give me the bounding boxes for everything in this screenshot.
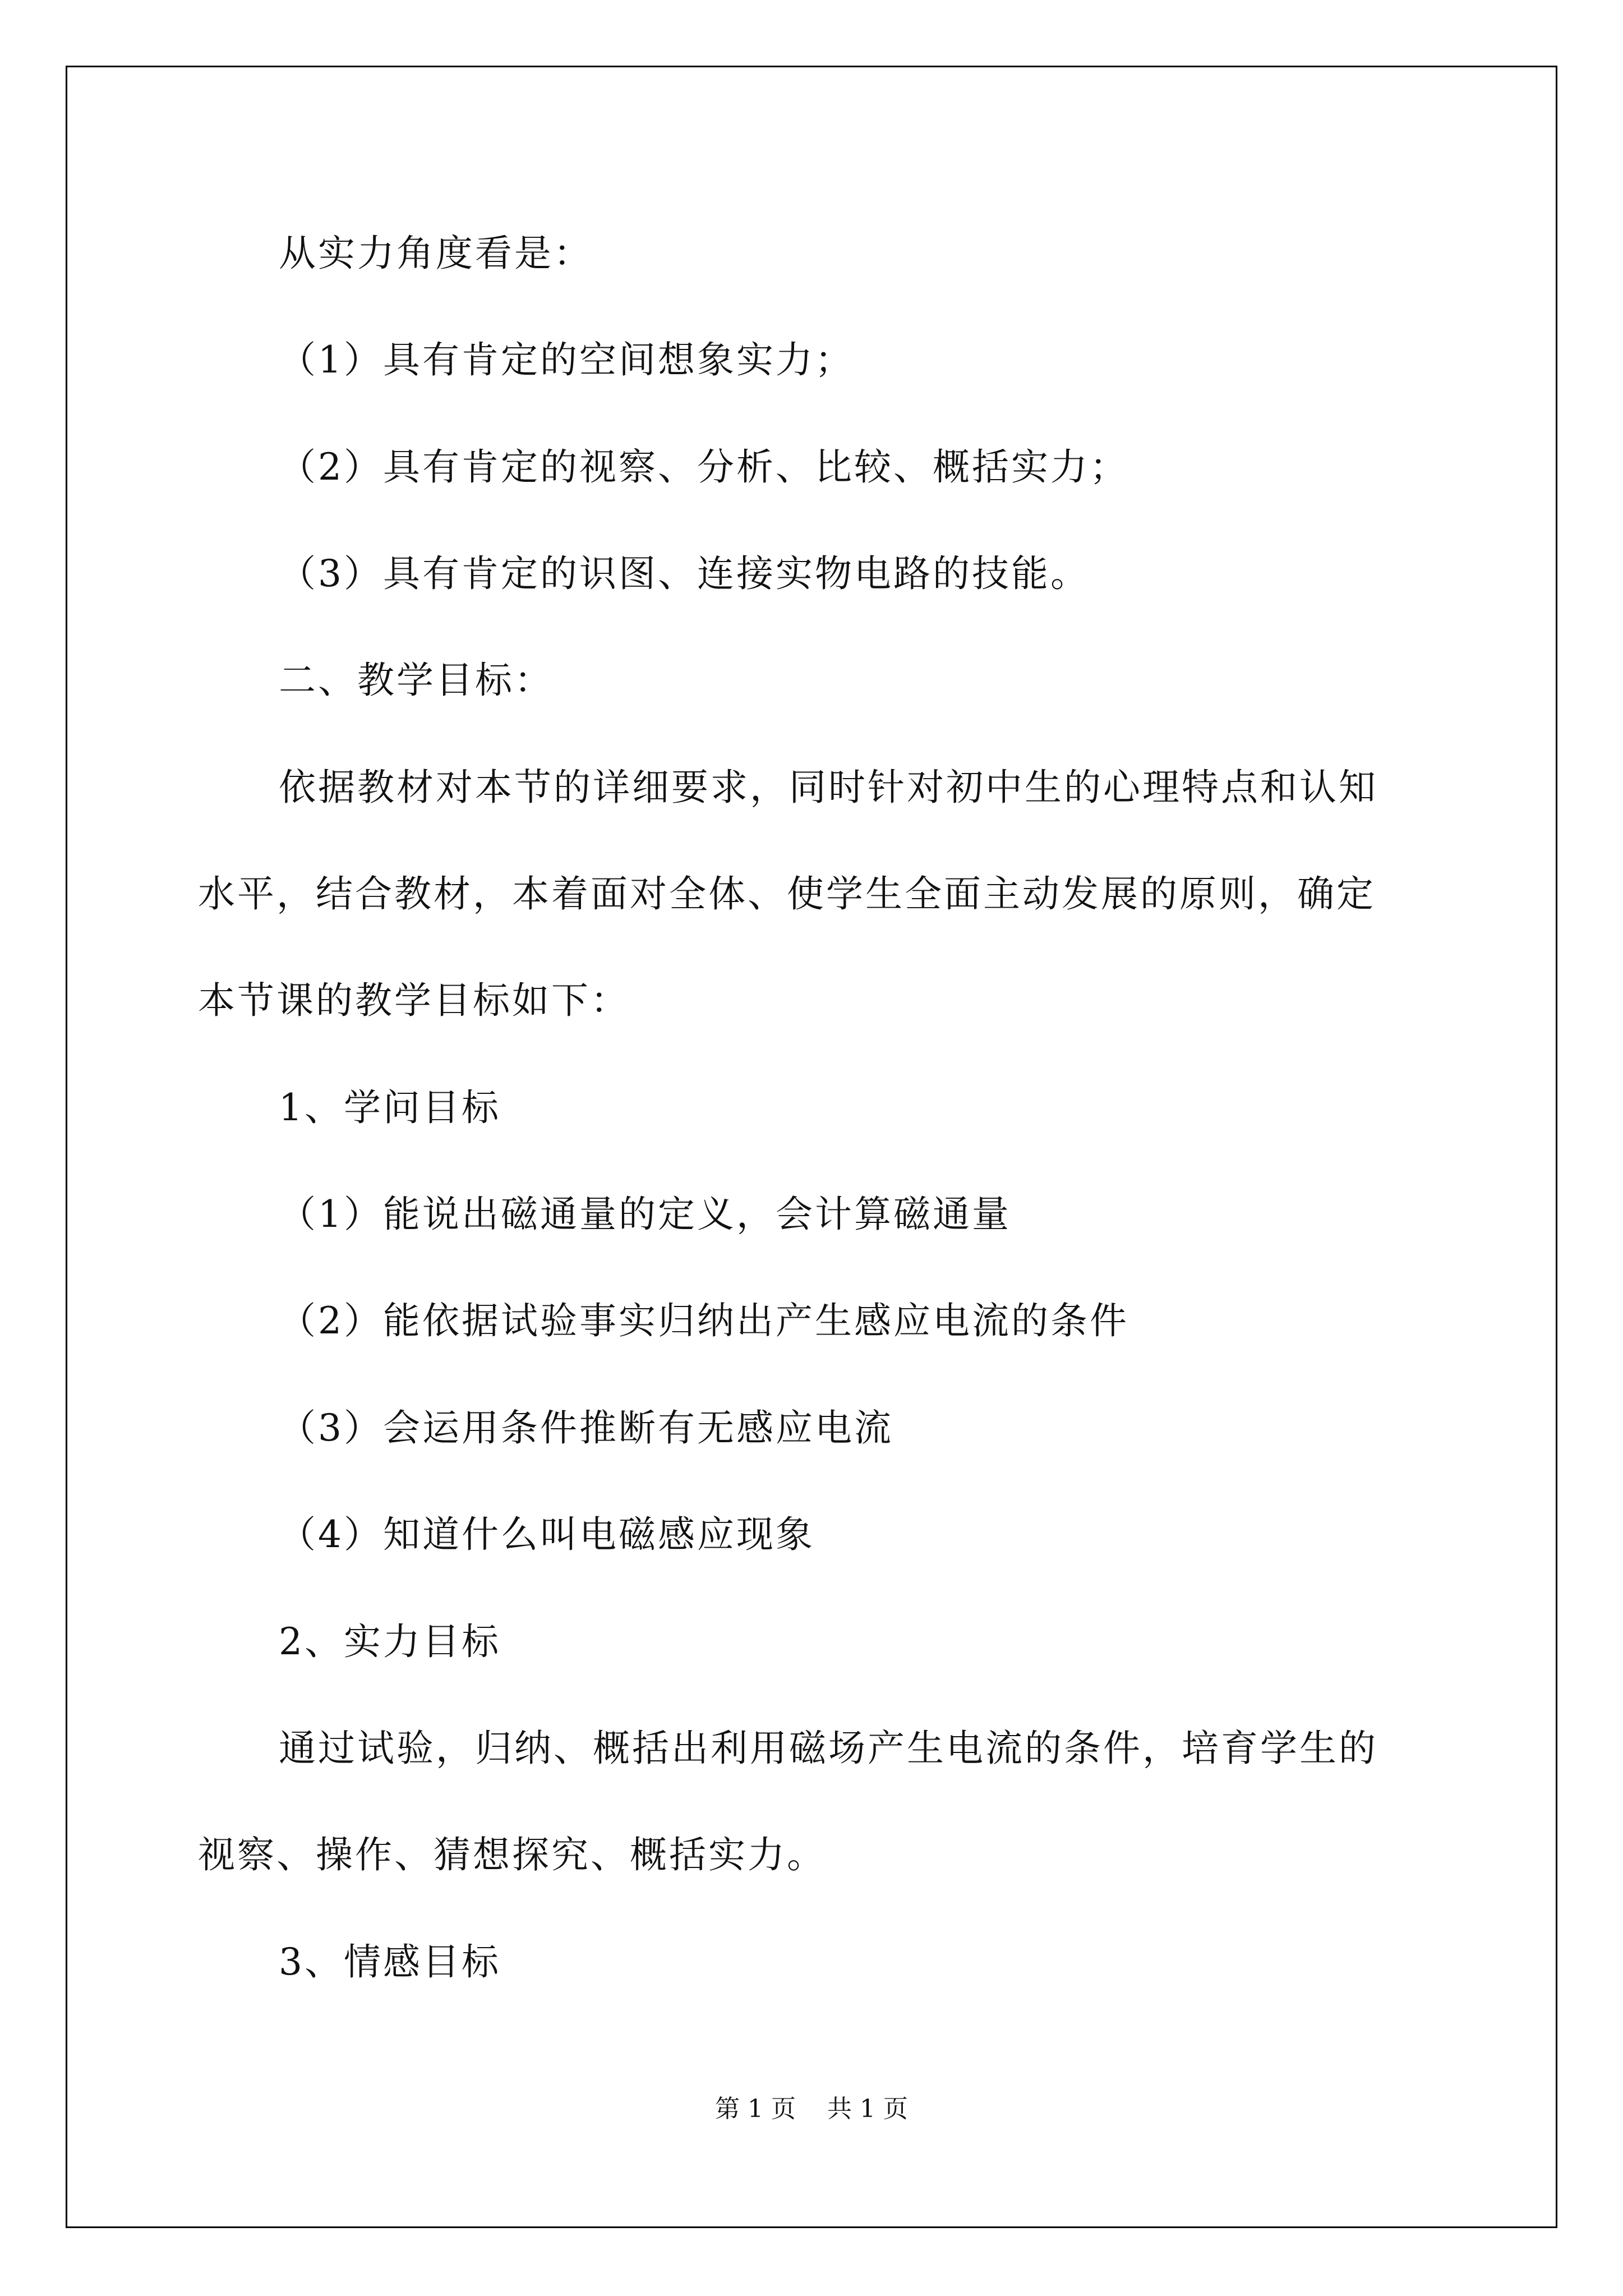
subheading-knowledge-goals: 1、学问目标 <box>279 1086 501 1129</box>
text-line-3: （2）具有肯定的视察、分析、比较、概括实力； <box>279 445 1129 489</box>
section-heading-teaching-goals: 二、教学目标： <box>279 659 554 702</box>
list-item-3: （3）会运用条件推断有无感应电流 <box>279 1406 893 1450</box>
list-item-2: （2）能依据试验事实归纳出产生感应电流的条件 <box>279 1299 1129 1342</box>
paragraph-ability-line-1: 通过试验，归纳、概括出利用磁场产生电流的条件，培育学生的 <box>279 1727 1378 1770</box>
paragraph-line-3: 本节课的教学目标如下： <box>198 979 630 1022</box>
paragraph-ability-line-2: 视察、操作、猜想探究、概括实力。 <box>198 1833 826 1876</box>
subheading-ability-goals: 2、实力目标 <box>279 1620 501 1663</box>
subheading-emotion-goals: 3、情感目标 <box>279 1940 501 1984</box>
list-item-1: （1）能说出磁通量的定义，会计算磁通量 <box>279 1193 1011 1236</box>
page-border <box>66 66 1557 2228</box>
text-line-1: 从实力角度看是： <box>279 232 593 275</box>
text-line-4: （3）具有肯定的识图、连接实物电路的技能。 <box>279 552 1090 595</box>
list-item-4: （4）知道什么叫电磁感应现象 <box>279 1513 815 1556</box>
paragraph-line-1: 依据教材对本节的详细要求，同时针对初中生的心理特点和认知 <box>279 766 1378 809</box>
paragraph-line-2: 水平，结合教材，本着面对全体、使学生全面主动发展的原则，确定 <box>198 872 1376 915</box>
page-footer: 第 1 页 共 1 页 <box>715 2095 908 2123</box>
text-line-2: （1）具有肯定的空间想象实力； <box>279 338 854 381</box>
